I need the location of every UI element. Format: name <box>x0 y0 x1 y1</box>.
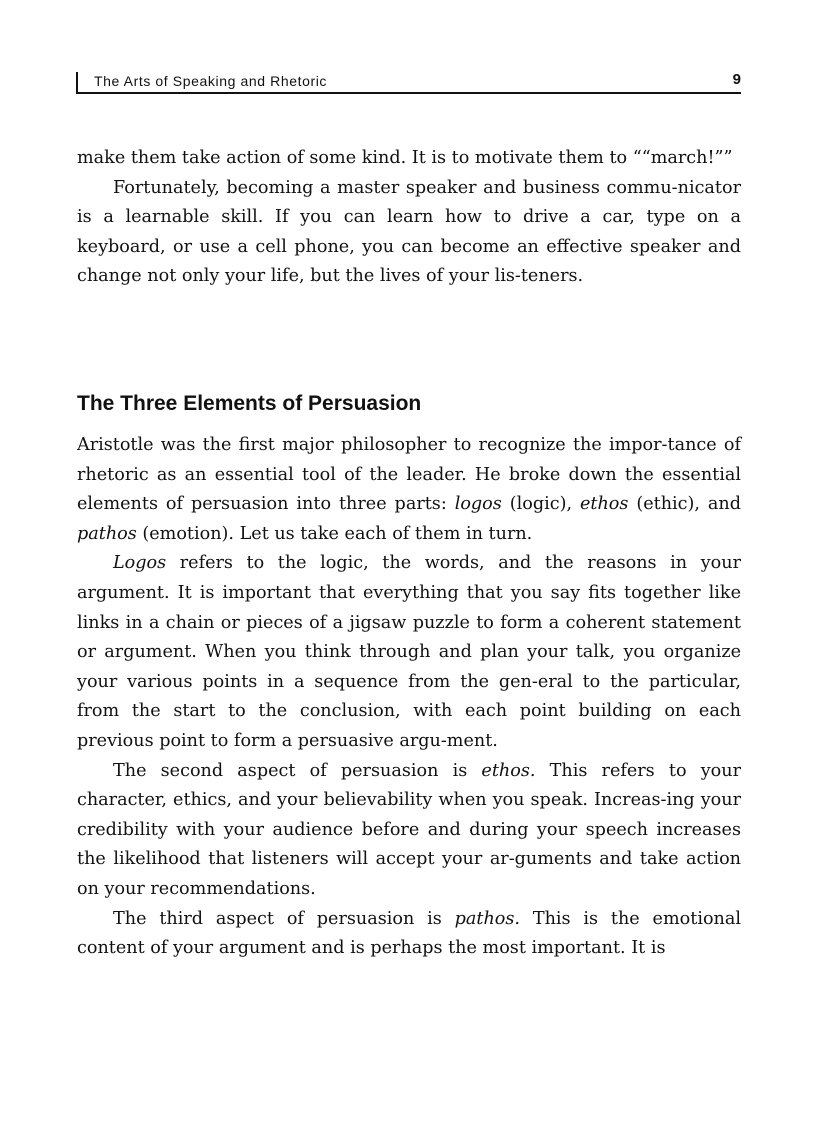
paragraph-5-part-2: This refers to your character, ethics, and your believability when you speak. Increas-ing your credibility with your audience before and during your speech increases the likelihood that listeners will accept your ar-guments and take action on your recommendations. <box>77 760 742 899</box>
section-heading: The Three Elements of Persuasion <box>77 392 422 415</box>
paragraph-3-part-3: (ethic), and <box>628 494 742 515</box>
paragraph-4-logos-term: Logos <box>113 553 167 574</box>
paragraph-2: Fortunately, becoming a master speaker and business commu-nicator is a learnable skill. If you can learn how to drive a car, type on a keyboard, or use a cell phone, you can become an effective speaker and change not only your life, but the lives of your lis-teners. <box>77 177 741 287</box>
paragraph-6 <box>77 905 741 964</box>
section-body <box>77 431 741 964</box>
paragraph-6-pathos-term: pathos. <box>454 908 520 929</box>
paragraph-6-part-2: This is the emotional content of your argument and is perhaps the most important. It is <box>77 908 741 959</box>
paragraph-3-pathos-term: pathos <box>77 523 137 544</box>
paragraph-1: make them take action of some kind. It is to motivate them to ““march!”” <box>77 148 733 168</box>
paragraph-3 <box>77 431 741 549</box>
paragraph-3-logos-term: logos <box>454 494 502 515</box>
page-number: 9 <box>732 71 741 88</box>
paragraph-4 <box>77 549 741 756</box>
paragraph-3-part-1: Aristotle was the first major philosopher to recognize the impor-tance of rhetoric as an essential tool of the leader. He broke down the essential elements of persuasion into three parts: <box>77 435 741 515</box>
running-header <box>76 72 741 94</box>
paragraph-3-part-2: (logic), <box>501 494 580 515</box>
paragraph-4-text: refers to the logic, the words, and the reasons in your argument. It is important that everything that you say fits together like links in a chain or pieces of a jigsaw puzzle to form a coherent statement or argument. When you think through and plan your talk, you organize your various points in a sequence from the gen-eral to the particular, from the start to the conclusion, with each point building on each previous point to form a persuasive argu-ment. <box>77 553 741 751</box>
paragraph-3-ethos-term: ethos <box>579 494 629 515</box>
paragraph-5-ethos-term: ethos. <box>481 760 536 781</box>
paragraph-5 <box>77 757 741 905</box>
running-head-title: The Arts of Speaking and Rhetoric <box>94 73 328 89</box>
opening-text <box>77 144 741 292</box>
paragraph-3-part-4: (emotion). Let us take each of them in turn. <box>136 523 533 544</box>
paragraph-6-part-1: The third aspect of persuasion is <box>113 908 455 929</box>
paragraph-5-part-1: The second aspect of persuasion is <box>113 760 482 781</box>
